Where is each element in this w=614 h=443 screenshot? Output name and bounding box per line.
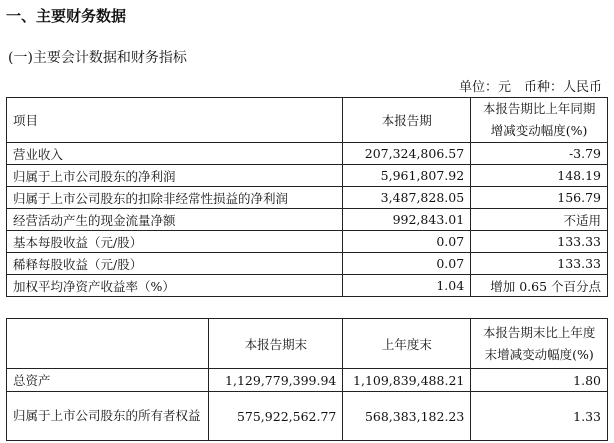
row-change: 1.33	[471, 392, 608, 441]
table-row	[7, 209, 608, 231]
row-label: 基本每股收益（元/股）	[7, 231, 343, 253]
row-value: 992,843.01	[343, 209, 471, 231]
row-prior-year-value: 568,383,182.23	[343, 392, 471, 441]
row-value: 5,961,807.92	[343, 165, 471, 187]
row-change: -3.79	[471, 143, 608, 165]
row-prior-year-value: 1,109,839,488.21	[343, 369, 471, 392]
table-row	[7, 275, 608, 297]
header-period-end: 本报告期末	[209, 319, 343, 369]
row-label: 营业收入	[7, 143, 343, 165]
row-label: 加权平均净资产收益率（%）	[7, 275, 343, 297]
row-change: 133.33	[471, 231, 608, 253]
header-blank	[7, 319, 209, 369]
header-item: 项目	[7, 98, 343, 143]
unit-currency-line: 单位：元 币种：人民币	[458, 80, 602, 95]
row-period-end-value: 575,922,562.77	[209, 392, 343, 441]
row-change: 148.19	[471, 165, 608, 187]
row-change: 增加 0.65 个百分点	[471, 275, 608, 297]
table-row	[7, 253, 608, 275]
table-row	[7, 165, 608, 187]
header-yoy-change: 本报告期比上年同期增减变动幅度(%)	[471, 98, 608, 143]
row-period-end-value: 1,129,779,399.94	[209, 369, 343, 392]
row-label: 归属于上市公司股东的净利润	[7, 165, 343, 187]
row-value: 3,487,828.05	[343, 187, 471, 209]
row-value: 0.07	[343, 231, 471, 253]
row-label: 经营活动产生的现金流量净额	[7, 209, 343, 231]
row-change: 不适用	[471, 209, 608, 231]
row-value: 0.07	[343, 253, 471, 275]
table-row	[7, 143, 608, 165]
row-label: 归属于上市公司股东的扣除非经常性损益的净利润	[7, 187, 343, 209]
table-row	[7, 369, 608, 392]
main-accounting-data-table	[6, 97, 608, 297]
row-label: 归属于上市公司股东的所有者权益	[7, 392, 209, 441]
subsection-title: (一)主要会计数据和财务指标	[8, 50, 187, 66]
header-change: 本报告期末比上年度末增减变动幅度(%)	[471, 319, 608, 369]
row-label: 稀释每股收益（元/股）	[7, 253, 343, 275]
header-current-period: 本报告期	[343, 98, 471, 143]
row-change: 1.80	[471, 369, 608, 392]
table-header-row	[7, 98, 608, 143]
balance-data-table	[6, 318, 608, 441]
row-change: 156.79	[471, 187, 608, 209]
table-row	[7, 187, 608, 209]
row-label: 总资产	[7, 369, 209, 392]
section-title: 一、主要财务数据	[6, 7, 127, 25]
row-change: 133.33	[471, 253, 608, 275]
row-value: 1.04	[343, 275, 471, 297]
row-value: 207,324,806.57	[343, 143, 471, 165]
table-row	[7, 392, 608, 441]
table-row	[7, 231, 608, 253]
header-prior-year-end: 上年度末	[343, 319, 471, 369]
table-header-row	[7, 319, 608, 369]
